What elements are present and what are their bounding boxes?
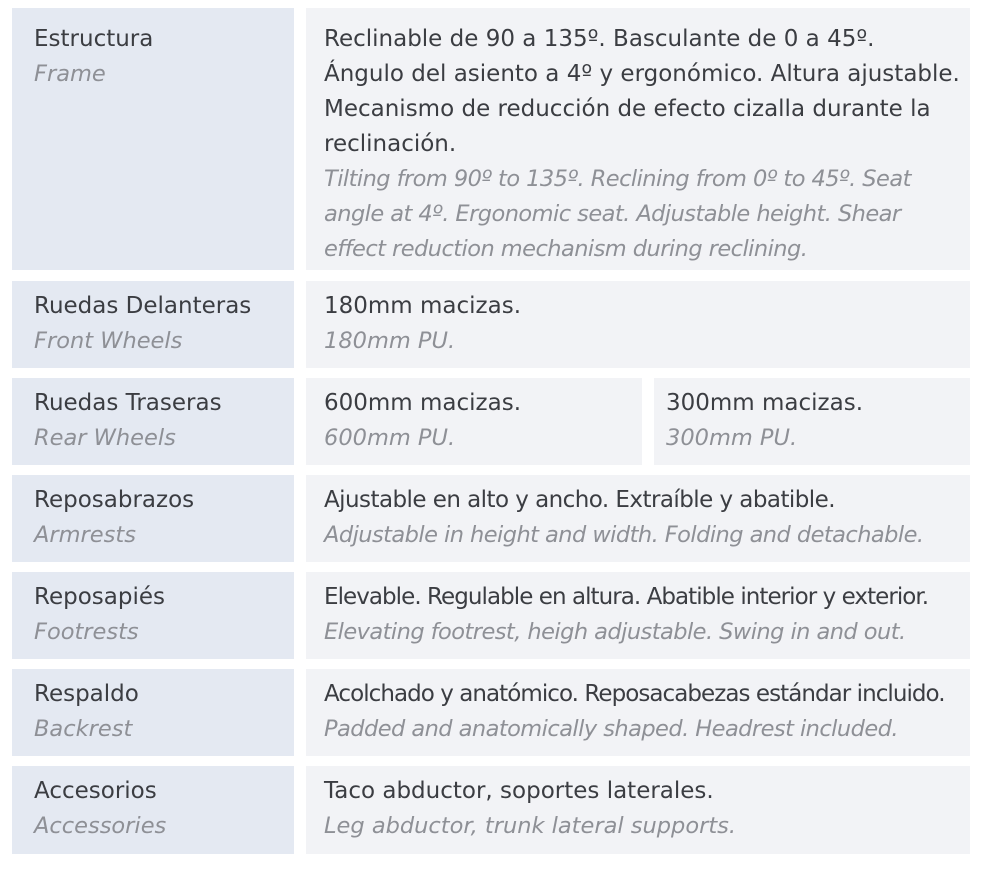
spec-row-frame-value xyxy=(306,8,970,270)
spec-value-es: Acolchado y anatómico. Reposacabezas estándar incluido. xyxy=(324,681,945,707)
spec-label-es: Reposabrazos xyxy=(34,487,195,513)
spec-row-frame-label xyxy=(12,8,294,270)
spec-value-es: 180mm macizas. xyxy=(324,293,522,319)
spec-value-en: 180mm PU. xyxy=(324,328,456,354)
spec-label-es: Accesorios xyxy=(34,778,157,804)
spec-value-en: Elevating footrest, heigh adjustable. Swing in and out. xyxy=(324,619,906,645)
spec-label-en: Frame xyxy=(34,61,106,87)
spec-value-es: 600mm macizas. xyxy=(324,390,522,416)
spec-label-es: Ruedas Traseras xyxy=(34,390,222,416)
spec-row-footrests-value xyxy=(306,572,970,659)
spec-label-es: Respaldo xyxy=(34,681,139,707)
spec-value2-en: 300mm PU. xyxy=(666,425,798,451)
spec-label-en: Armrests xyxy=(34,522,136,548)
spec-value-es: Ajustable en alto y ancho. Extraíble y abatible. xyxy=(324,487,836,513)
spec-value-en: Adjustable in height and width. Folding and detachable. xyxy=(324,522,924,548)
spec-row-backrest-label xyxy=(12,669,294,756)
spec-row-front-wheels-value xyxy=(306,281,970,368)
spec-label-en: Accessories xyxy=(34,813,167,839)
spec-row-front-wheels-label xyxy=(12,281,294,368)
spec-value-es: Elevable. Regulable en altura. Abatible interior y exterior. xyxy=(324,584,929,610)
spec-label-es: Reposapiés xyxy=(34,584,165,610)
spec-value2-es: 300mm macizas. xyxy=(666,390,864,416)
spec-row-footrests-label xyxy=(12,572,294,659)
spec-label-en: Rear Wheels xyxy=(34,425,176,451)
spec-row-rear-wheels-label xyxy=(12,378,294,465)
spec-value-en: Tilting from 90º to 135º. Reclining from 0º to 45º. Seat angle at 4º. Ergonomic seat. Adjustable height. Shear effect reduction mechanism during reclining. xyxy=(324,166,911,262)
spec-row-rear-wheels-value-600 xyxy=(306,378,642,465)
spec-label-en: Front Wheels xyxy=(34,328,183,354)
spec-value-es: Taco abductor, soportes laterales. xyxy=(324,778,714,804)
spec-value-en: Padded and anatomically shaped. Headrest included. xyxy=(324,716,898,742)
spec-row-armrests-value xyxy=(306,475,970,562)
spec-label-es: Ruedas Delanteras xyxy=(34,293,252,319)
spec-value-en: Leg abductor, trunk lateral supports. xyxy=(324,813,737,839)
spec-label-es: Estructura xyxy=(34,26,154,52)
spec-value-es: Reclinable de 90 a 135º. Basculante de 0 a 45º. Ángulo del asiento a 4º y ergonómico. Altura ajustable. Mecanismo de reducción de efecto cizalla durante la reclinación. xyxy=(324,26,960,157)
spec-label-en: Footrests xyxy=(34,619,139,645)
spec-label-en: Backrest xyxy=(34,716,133,742)
spec-row-armrests-label xyxy=(12,475,294,562)
spec-row-rear-wheels-value-300 xyxy=(654,378,970,465)
spec-row-backrest-value xyxy=(306,669,970,756)
spec-row-accessories-value xyxy=(306,766,970,854)
spec-row-accessories-label xyxy=(12,766,294,854)
spec-value-en: 600mm PU. xyxy=(324,425,456,451)
